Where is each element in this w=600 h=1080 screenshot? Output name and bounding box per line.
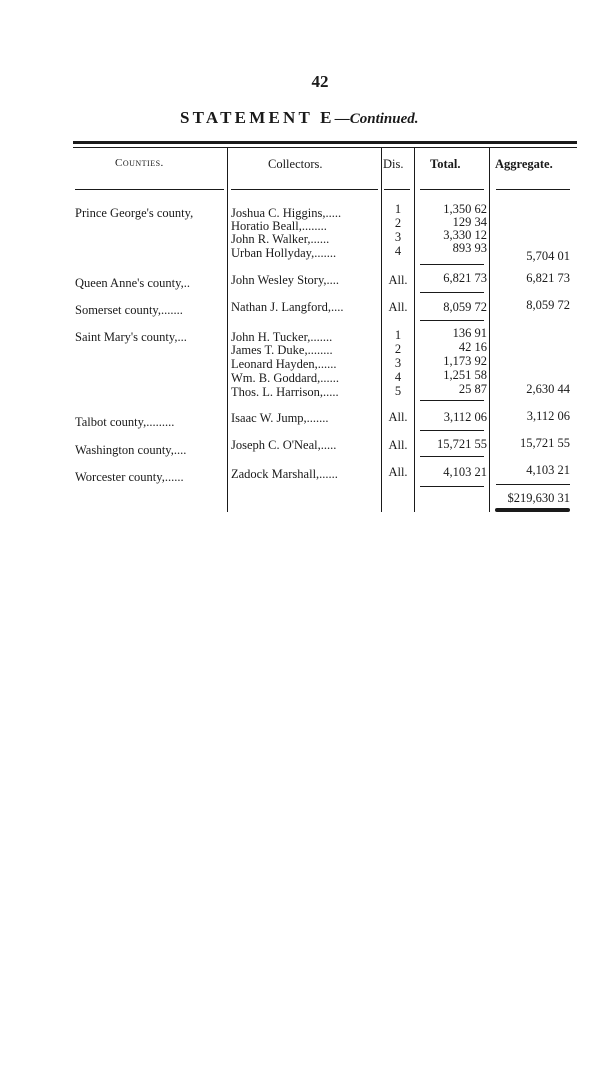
row-total: 4,103 21 [443,465,487,479]
column-divider [227,148,228,512]
header-districts: Dis. [383,157,404,171]
row-collector: Wm. B. Goddard,...... [231,371,339,385]
row-county: Queen Anne's county,.. [75,276,190,290]
header-total: Total. [430,157,461,171]
row-county: Washington county,.... [75,443,187,457]
statement-subtitle: —Continued. [334,111,419,127]
header-rule-aggregate [496,189,570,190]
subtotal-rule [420,292,484,293]
column-divider [414,148,415,512]
subtotal-rule [420,400,484,401]
header-rule-total [420,189,484,190]
page-number: 42 [311,72,329,91]
row-total: 1,251 58 [443,368,487,382]
row-collector: Nathan J. Langford,.... [231,300,344,314]
row-district: 2 [394,342,402,356]
title-rule-thin [73,147,577,148]
row-district: All. [388,300,408,314]
row-total: 1,173 92 [443,354,487,368]
subtotal-rule [420,430,484,431]
row-collector: John Wesley Story,.... [231,273,340,287]
row-district: 3 [394,356,402,370]
row-county: Worcester county,...... [75,470,184,484]
row-total: 3,112 06 [443,410,487,424]
header-rule-counties [75,189,224,190]
row-total: 1,350 62 [443,202,487,216]
row-district: 4 [394,370,402,384]
title-rule-thick [73,141,577,144]
row-collector: Isaac W. Jump,....... [231,411,329,425]
column-divider [381,148,382,512]
row-district: 4 [394,244,402,258]
row-collector: Urban Hollyday,....... [231,246,337,260]
row-county: Prince George's county, [75,206,194,220]
row-total: 42 16 [458,340,487,354]
row-aggregate: 2,630 44 [526,382,570,396]
subtotal-rule [420,264,484,265]
row-total: 15,721 55 [437,437,487,451]
row-aggregate: 8,059 72 [526,298,570,312]
statement-name: STATEMENT E [180,108,335,127]
header-collectors: Collectors. [268,157,323,171]
row-aggregate: 3,112 06 [526,409,570,423]
row-district: 1 [394,328,402,342]
row-total: 129 34 [452,215,487,229]
row-collector: Joshua C. Higgins,..... [231,206,342,220]
subtotal-rule [420,320,484,321]
statement-title [180,108,419,128]
grand-total-underline [495,508,570,512]
row-total: 6,821 73 [443,271,487,285]
row-county: Talbot county,......... [75,415,175,429]
row-district: All. [388,410,408,424]
row-total: 25 87 [458,382,487,396]
row-collector: James T. Duke,........ [231,343,333,357]
header-aggregate: Aggregate. [495,157,553,171]
row-collector: Joseph C. O'Neal,..... [231,438,337,452]
row-district: All. [388,438,408,452]
subtotal-rule [420,486,484,487]
row-aggregate: 5,704 01 [526,249,570,263]
aggregate-rule [496,484,570,485]
header-rule-collectors [231,189,378,190]
row-aggregate: 6,821 73 [526,271,570,285]
row-district: 2 [394,216,402,230]
row-total: 893 93 [452,241,487,255]
row-aggregate: 15,721 55 [520,436,570,450]
row-district: All. [388,273,408,287]
row-total: 8,059 72 [443,300,487,314]
subtotal-rule [420,456,484,457]
row-district: All. [388,465,408,479]
row-county: Somerset county,....... [75,303,183,317]
row-district: 5 [394,384,402,398]
row-collector: Leonard Hayden,...... [231,357,337,371]
row-total: 3,330 12 [443,228,487,242]
row-district: 1 [394,202,402,216]
header-rule-districts [384,189,410,190]
row-county: Saint Mary's county,... [75,330,187,344]
row-district: 3 [394,230,402,244]
row-collector: John H. Tucker,....... [231,330,333,344]
column-divider [489,148,490,512]
row-collector: Thos. L. Harrison,..... [231,385,339,399]
row-collector: Zadock Marshall,...... [231,467,338,481]
grand-total: $219,630 31 [507,491,570,505]
row-collector: John R. Walker,...... [231,232,330,246]
header-counties: Counties. [115,157,164,169]
row-aggregate: 4,103 21 [526,463,570,477]
row-collector: Horatio Beall,........ [231,219,327,233]
row-total: 136 91 [452,326,487,340]
